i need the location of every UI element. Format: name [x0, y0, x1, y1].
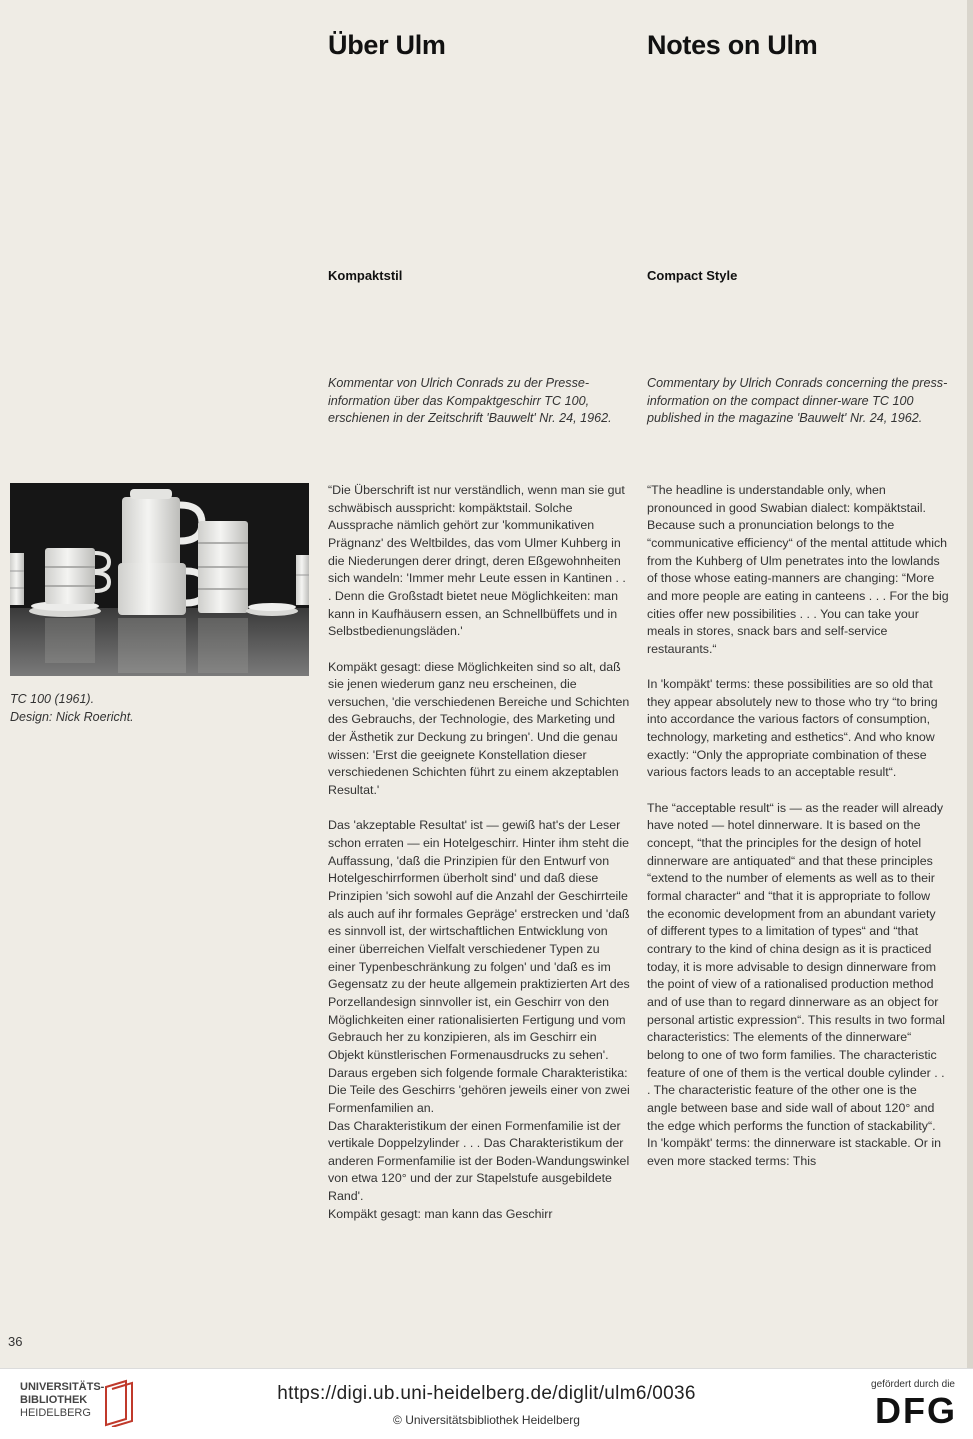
english-paragraph-3: The “acceptable result“ is — as the reader will already have noted — hotel dinnerware. It is based on the concept, “that the principles for the design of hotel dinnerware are antiquated“ and that these principles “extend to the number of elements as well as to their formal character“ and “that it is appropriate to follow the economic development from an abundant variety of different types to a limitation of types“ and “that contrary to the kind of china design as it is practiced today, it is more advisable to design dinnerware from the point of view of a rationalised production method and of use than to regard dinnerware as an object for personal artistic expression“. This results in two formal characteristics: The elements of the dinnerware“ belong to one of two form families. The characteristic feature of one of them is the vertical double cylinder . . . The characteristic feature of the other one is the angle between base and side wall of about 120° and the edge which performs the function of stackability“. [647, 800, 945, 1133]
permalink-url[interactable]: https://digi.ub.uni-heidelberg.de/diglit/ulm6/0036 [277, 1383, 696, 1404]
english-paragraph-4: In 'kompäkt' terms: the dinnerware ist stackable. Or in even more stacked terms: This [647, 1136, 941, 1168]
german-paragraph-1: “Die Überschrift ist nur verständlich, wenn man sie gut schwäbisch ausspricht: kompäktstail. Solche Aussprache nämlich gehört zur 'kommunikativen Prägnanz' des Weltbildes, das vom Ulmer Kuhberg in die Niederungen derer dringt, deren Eßgewohnheiten sich wandeln: 'Immer mehr Leute essen in Kantinen . . . Denn die Großstadt bietet neue Möglichkeiten: man kann in Kaufhäusern essen, an Schnellbüffets und in Selbstbedienungsläden.' [328, 483, 626, 639]
german-title: Über Ulm [328, 30, 446, 60]
german-paragraph-6: Kompäkt gesagt: man kann das Geschirr [328, 1206, 553, 1221]
german-subtitle: Kompaktstil [328, 268, 403, 283]
german-column [328, 482, 630, 1223]
photo-caption [10, 690, 134, 726]
dinnerware-photo [10, 483, 309, 676]
caption-line-1: TC 100 (1961). [10, 692, 95, 706]
english-subtitle: Compact Style [647, 268, 738, 283]
viewer-footer [0, 1368, 973, 1439]
german-paragraph-3: Das 'akzeptable Resultat' ist — gewiß hat's der Leser schon erraten — ein Hotelgeschirr. Hinter ihm steht die Auffassung, 'daß die Prinzipien für den Entwurf von Hotelgeschirrformen überholt sind' und daß diese Prinzipien 'sich sowohl auf die Anzahl der Geschirrteile als auch auf ihr formales Gepräge' erstrecken und 'daß es sinnvoll ist, der wirtschaftlichen Entwicklung von einer überreichen Vielfalt verschiedener Typen zu einer Typenbeschränkung zu folgen' und 'daß es im Gegensatz zu der heute allgemein praktizierten Art des Porzellandesign sinnvoller ist, ein Geschirr von den Möglichkeiten einer rationalisierten Fertigung und vom Gebrauch her zu konzipieren, als im Geschirr ein Objekt künstlerischen Formenausdrucks zu sehen'. [328, 818, 630, 1062]
caption-line-2: Design: Nick Roericht. [10, 710, 134, 724]
library-name-line-1: UNIVERSITÄTS- [20, 1381, 105, 1393]
german-intro: Kommentar von Ulrich Conrads zu der Presse-information über das Kompaktgeschirr TC 100, erschienen in der Zeitschrift 'Bauwelt' Nr. 24, 1962. [328, 376, 612, 426]
english-paragraph-1: “The headline is understandable only, when pronounced in good Swabian dialect: kompäktstail. Because such a pronunciation belongs to the “communicative efficiency“ of the mental attitude which from the Kuhberg of Ulm penetrates into the lowlands of those whose eating-manners are changing: “More and more people are eating in canteens . . . For the big cities offer new possibilities . . . You can take your meals in stores, snack bars and self-service restaurants.“ [647, 483, 949, 656]
german-paragraph-5: Das Charakteristikum der einen Formenfamilie ist der vertikale Doppelzylinder . . . Das Charakteristikum der anderen Formenfamilie ist der Boden-Wandungswinkel von etwa 120° und der zur Stapelstufe ausgebildete Rand'. [328, 1118, 630, 1204]
page-edge [967, 0, 973, 1368]
english-title: Notes on Ulm [647, 30, 818, 60]
funding-label: gefördert durch die [871, 1379, 955, 1390]
english-paragraph-2: In 'kompäkt' terms: these possibilities are so old that they appear absolutely new to those who try “to bring into accordance the various factors of consumption, technology, marketing and esthetics“. And who know exactly: “Only the appropriate combination of these various factors leads to an acceptable result“. [647, 677, 938, 780]
english-intro: Commentary by Ulrich Conrads concerning the press-information on the compact dinner-ware TC 100 published in the magazine 'Bauwelt' Nr. 24, 1962. [647, 376, 948, 426]
german-paragraph-2: Kompäkt gesagt: diese Möglichkeiten sind so alt, daß sie jenen wiederum ganz neu erscheinen, die versuchen, 'die verschiedenen Bereiche und Schichten des Gebrauchs, der Technologie, des Marketing und der Ästhetik zur Deckung zu bringen'. Und die genau wissen: 'Erst die geeignete Konstellation dieser verschiedenen Schichten führt zu einem akzeptablen Resultat.' [328, 659, 630, 798]
library-name-line-3: HEIDELBERG [20, 1407, 91, 1419]
dfg-logo[interactable]: DFG [875, 1390, 957, 1431]
english-column [647, 482, 949, 1170]
library-name-line-2: BIBLIOTHEK [20, 1394, 88, 1406]
copyright-notice: © Universitätsbibliothek Heidelberg [393, 1413, 580, 1427]
german-paragraph-4: Daraus ergeben sich folgende formale Charakteristika: Die Teile des Geschirrs 'gehören jeweils einer von zwei Formenfamilien an. [328, 1065, 630, 1115]
page-number: 36 [8, 1334, 23, 1349]
